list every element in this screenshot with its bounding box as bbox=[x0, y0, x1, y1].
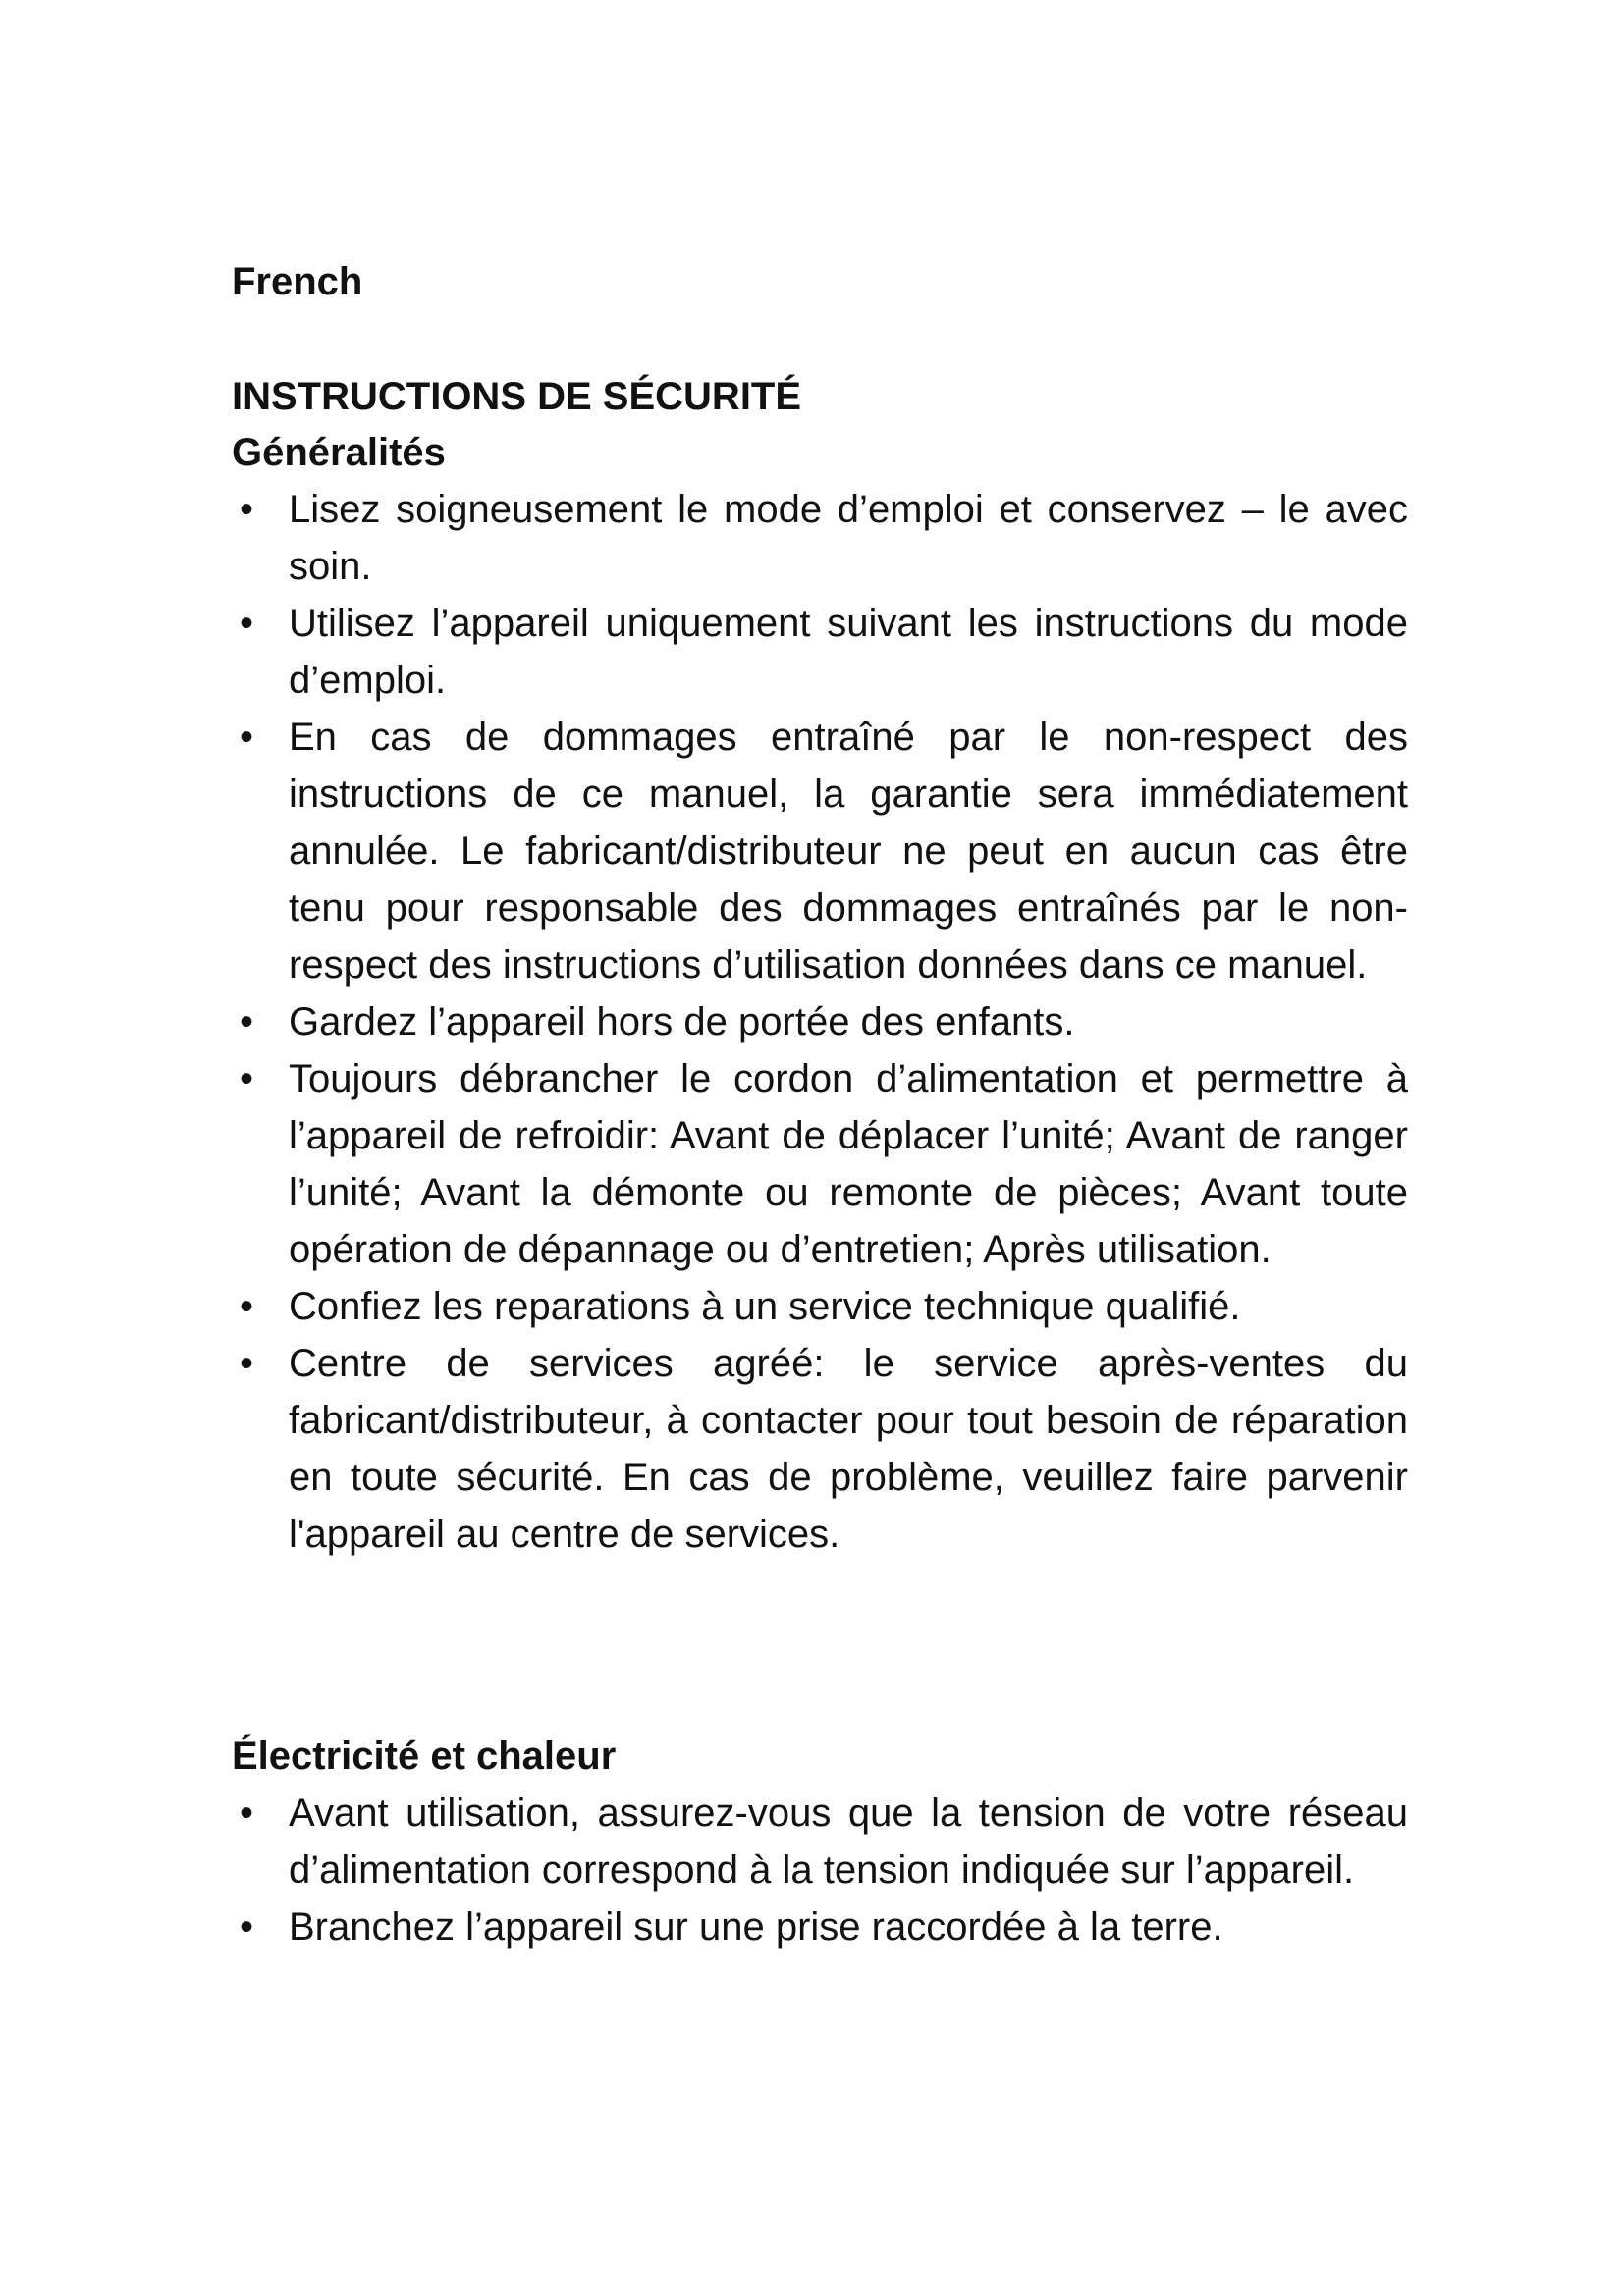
list-item-text: Avant utilisation, assurez-vous que la tension de votre réseau d’alimentation correspond à la tension indiquée sur l’appareil. bbox=[289, 1791, 1408, 1892]
bullet-icon: • bbox=[239, 1791, 253, 1835]
section-heading-general: Généralités bbox=[232, 431, 446, 474]
list-item-text: Toujours débrancher le cordon d’alimentation et permettre à l’appareil de refroidir: Avant de déplacer l’unité; Avant de ranger l’unité; Avant la démonte ou remonte de pièces; Avant toute opération de dépannage ou d’entretien; Après utilisation. bbox=[289, 1057, 1408, 1271]
bullet-icon: • bbox=[239, 716, 253, 759]
bullet-icon: • bbox=[239, 1285, 253, 1328]
bullet-icon: • bbox=[239, 602, 253, 645]
bullet-list-electricity bbox=[232, 1785, 1408, 1955]
language-label: French bbox=[232, 260, 363, 303]
bullet-icon: • bbox=[239, 1905, 253, 1949]
bullet-icon: • bbox=[239, 1000, 253, 1043]
list-item bbox=[232, 1050, 1408, 1278]
list-item bbox=[232, 481, 1408, 595]
list-item-text: Gardez l’appareil hors de portée des enfants. bbox=[289, 1000, 1075, 1043]
list-item-text: Confiez les reparations à un service technique qualifié. bbox=[289, 1285, 1241, 1328]
bullet-icon: • bbox=[239, 1057, 253, 1100]
list-item-text: Utilisez l’appareil uniquement suivant les instructions du mode d’emploi. bbox=[289, 602, 1408, 702]
list-item-text: Lisez soigneusement le mode d’emploi et conservez – le avec soin. bbox=[289, 488, 1408, 588]
bullet-icon: • bbox=[239, 1342, 253, 1385]
bullet-list-general bbox=[232, 481, 1408, 1563]
list-item bbox=[232, 1335, 1408, 1563]
section-heading-electricity: Électricité et chaleur bbox=[232, 1735, 617, 1778]
list-item-text: En cas de dommages entraîné par le non-respect des instructions de ce manuel, la garantie sera immédiatement annulée. Le fabricant/distributeur ne peut en aucun cas être tenu pour responsable des dommages entraînés par le non-respect des instructions d’utilisation données dans ce manuel. bbox=[289, 716, 1408, 987]
list-item bbox=[232, 1785, 1408, 1898]
list-item bbox=[232, 595, 1408, 709]
list-item bbox=[232, 993, 1408, 1050]
section-electricity bbox=[232, 1728, 1408, 1955]
list-item-text: Centre de services agréé: le service après-ventes du fabricant/distributeur, à contacter pour tout besoin de réparation en toute sécurité. En cas de problème, veuillez faire parvenir l'appareil au centre de services. bbox=[289, 1342, 1408, 1556]
bullet-icon: • bbox=[239, 488, 253, 531]
list-item-text: Branchez l’appareil sur une prise raccordée à la terre. bbox=[289, 1905, 1223, 1949]
section-general bbox=[232, 424, 1408, 1563]
list-item bbox=[232, 1898, 1408, 1955]
document-title: INSTRUCTIONS DE SÉCURITÉ bbox=[232, 375, 802, 418]
list-item bbox=[232, 1278, 1408, 1335]
list-item bbox=[232, 709, 1408, 993]
